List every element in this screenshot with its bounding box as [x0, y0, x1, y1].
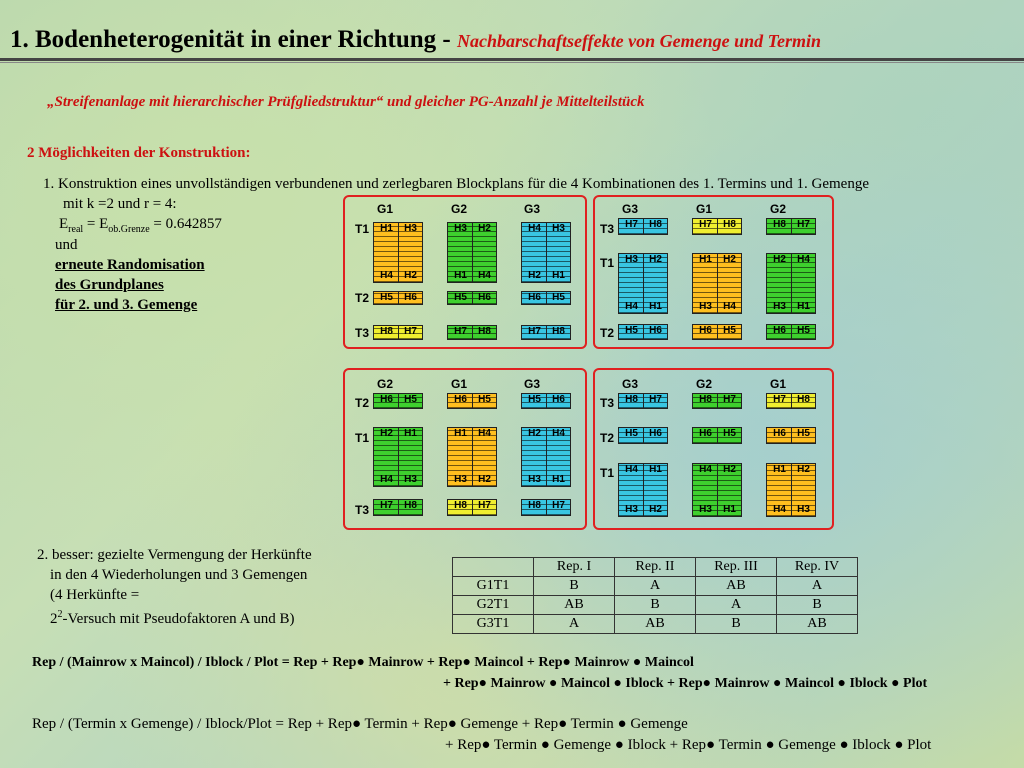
plot-label: H7	[797, 219, 810, 230]
table-cell: AB	[696, 577, 777, 596]
plot-label: H2	[773, 254, 786, 265]
table-cell: A	[777, 577, 858, 596]
plot-label: H8	[552, 326, 565, 337]
plot-label: H4	[773, 504, 786, 515]
plot-label: H6	[404, 292, 417, 303]
item2-line1: 2. besser: gezielte Vermengung der Herkünfte	[37, 547, 312, 563]
table-cell: B	[615, 596, 696, 615]
plot-label: H3	[454, 474, 467, 485]
section-heading: 2 Möglichkeiten der Konstruktion:	[27, 145, 251, 161]
plot-label: H5	[625, 325, 638, 336]
group-label: G3	[622, 377, 639, 391]
termin-label: T2	[355, 396, 370, 410]
plot-label: H4	[478, 270, 491, 281]
table-cell: B	[534, 577, 615, 596]
table-cell: A	[696, 596, 777, 615]
plot-label: H2	[404, 270, 417, 281]
group-label: G2	[696, 377, 713, 391]
formula1-line1: Rep / (Mainrow x Maincol) / Iblock / Plot = Rep + Rep● Mainrow + Rep● Maincol + Rep● Mainrow ● Maincol	[32, 655, 694, 670]
plot-label: H4	[723, 301, 736, 312]
item2-line3: (4 Herkünfte =	[50, 587, 140, 603]
table-cell: Rep. III	[696, 558, 777, 577]
plot-label: H2	[723, 254, 736, 265]
table-cell: Rep. I	[534, 558, 615, 577]
plot-label: H3	[699, 301, 712, 312]
plot-label: H6	[649, 428, 662, 439]
termin-label: T3	[600, 222, 615, 236]
table-cell: A	[615, 577, 696, 596]
plot-label: H5	[380, 292, 393, 303]
plot-label: H8	[528, 500, 541, 511]
group-label: G2	[770, 202, 787, 216]
plot-label: H8	[797, 394, 810, 405]
plot-label: H3	[404, 223, 417, 234]
item1-line1: 1. Konstruktion eines unvollständigen verbundenen und zerlegbaren Blockplans für die 4 Kombinationen des 1. Termins und 1. Gemenge	[43, 176, 869, 192]
plot-label: H6	[528, 292, 541, 303]
group-label: G3	[622, 202, 639, 216]
group-label: G3	[524, 202, 541, 216]
termin-label: T3	[600, 396, 615, 410]
group-label: G1	[696, 202, 713, 216]
plot-label: H7	[380, 500, 393, 511]
plot-label: H2	[723, 464, 736, 475]
item1-line6: des Grundplanes	[55, 277, 164, 293]
page-title	[10, 26, 821, 54]
plot-label: H4	[699, 464, 712, 475]
plot-label: H2	[528, 428, 541, 439]
table-cell: B	[696, 615, 777, 634]
table-row	[453, 615, 858, 634]
table-cell: AB	[777, 615, 858, 634]
plot-label: H5	[797, 428, 810, 439]
termin-label: T1	[600, 466, 615, 480]
plot-label: H4	[478, 428, 491, 439]
plot-label: H2	[528, 270, 541, 281]
plot-label: H8	[380, 326, 393, 337]
plot-label: H8	[723, 219, 736, 230]
termin-label: T1	[355, 222, 370, 236]
plot-label: H3	[404, 474, 417, 485]
plot-label: H4	[380, 474, 393, 485]
table-cell: G2T1	[453, 596, 534, 615]
plot-label: H5	[454, 292, 467, 303]
plot-label: H7	[404, 326, 417, 337]
termin-label: T1	[600, 256, 615, 270]
plot-label: H8	[404, 500, 417, 511]
formula1-line2: + Rep● Mainrow ● Maincol ● Iblock + Rep● Mainrow ● Maincol ● Iblock ● Plot	[443, 676, 928, 691]
table-header-row	[453, 558, 858, 577]
plot-label: H8	[649, 219, 662, 230]
plot-label: H4	[552, 428, 565, 439]
plot-label: H3	[773, 301, 786, 312]
plot-label: H4	[625, 301, 638, 312]
plot-label: H7	[723, 394, 736, 405]
plot-label: H2	[797, 464, 810, 475]
plot-label: H7	[625, 219, 638, 230]
plot-label: H5	[528, 394, 541, 405]
plot-label: H6	[773, 428, 786, 439]
item2-line2: in den 4 Wiederholungen und 3 Gemengen	[50, 567, 308, 583]
group-label: G2	[451, 202, 468, 216]
plot-label: H4	[797, 254, 810, 265]
plot-label: H5	[625, 428, 638, 439]
termin-label: T3	[355, 503, 370, 517]
formula2-line2: + Rep● Termin ● Gemenge ● Iblock + Rep● Termin ● Gemenge ● Iblock ● Plot	[445, 737, 932, 753]
plot-label: H3	[454, 223, 467, 234]
plot-label: H8	[773, 219, 786, 230]
item1-line7: für 2. und 3. Gemenge	[55, 297, 198, 313]
plot-label: H5	[478, 394, 491, 405]
table-cell: G3T1	[453, 615, 534, 634]
plot-label: H5	[552, 292, 565, 303]
plot-label: H3	[625, 504, 638, 515]
plot-label: H7	[649, 394, 662, 405]
title-main: 1. Bodenheterogenität in einer Richtung -	[10, 26, 451, 53]
title-sub: Nachbarschaftseffekte von Gemenge und Termin	[457, 31, 821, 51]
plot-label: H1	[723, 504, 736, 515]
plot-label: H4	[625, 464, 638, 475]
plot-label: H1	[552, 270, 565, 281]
plot-label: H1	[649, 464, 662, 475]
group-label: G1	[770, 377, 787, 391]
plot-label: H7	[478, 500, 491, 511]
plot-label: H6	[699, 428, 712, 439]
plot-label: H2	[649, 504, 662, 515]
plot-label: H3	[625, 254, 638, 265]
plot-label: H8	[625, 394, 638, 405]
termin-label: T2	[600, 326, 615, 340]
plot-label: H7	[454, 326, 467, 337]
item1-line2: mit k =2 und r = 4:	[63, 196, 177, 212]
plot-label: H6	[552, 394, 565, 405]
item1-und: und	[55, 237, 78, 253]
table-cell: B	[777, 596, 858, 615]
plot-label: H6	[454, 394, 467, 405]
table-cell: AB	[615, 615, 696, 634]
plot-label: H7	[773, 394, 786, 405]
plot-label: H1	[404, 428, 417, 439]
item1-line5: erneute Randomisation	[55, 257, 205, 273]
plot-label: H5	[797, 325, 810, 336]
plot-label: H1	[454, 270, 467, 281]
title-divider	[0, 58, 1024, 61]
table-row	[453, 596, 858, 615]
plot-label: H6	[649, 325, 662, 336]
plot-label: H6	[478, 292, 491, 303]
plot-label: H2	[478, 223, 491, 234]
item2-line4: $2^2$-Versuch mit Pseudofaktoren A und B)	[50, 609, 295, 627]
table-cell: Rep. II	[615, 558, 696, 577]
plot-label: H1	[649, 301, 662, 312]
group-label: G2	[377, 377, 394, 391]
plot-label: H2	[649, 254, 662, 265]
plot-label: H8	[699, 394, 712, 405]
plot-label: H2	[478, 474, 491, 485]
plot-label: H4	[380, 270, 393, 281]
plot-label: H1	[699, 254, 712, 265]
title-divider-thin	[0, 62, 1024, 63]
table-cell	[453, 558, 534, 577]
plot-label: H7	[699, 219, 712, 230]
plot-label: H5	[723, 325, 736, 336]
plot-label: H8	[478, 326, 491, 337]
item1-efficiency: $E_{real} = E_{ob.Grenze} = 0.642857$	[59, 216, 222, 235]
replication-table	[452, 557, 858, 634]
termin-label: T3	[355, 326, 370, 340]
termin-label: T2	[600, 431, 615, 445]
formula2-line1: Rep / (Termin x Gemenge) / Iblock/Plot = Rep + Rep● Termin + Rep● Gemenge + Rep● Termin ● Gemenge	[32, 716, 688, 732]
plot-label: H1	[380, 223, 393, 234]
plot-label: H1	[552, 474, 565, 485]
plot-label: H3	[797, 504, 810, 515]
plot-label: H5	[404, 394, 417, 405]
plot-label: H7	[528, 326, 541, 337]
plot-label: H2	[380, 428, 393, 439]
plot-label: H3	[699, 504, 712, 515]
group-label: G1	[377, 202, 394, 216]
table-cell: Rep. IV	[777, 558, 858, 577]
group-label: G3	[524, 377, 541, 391]
table-cell: A	[534, 615, 615, 634]
plot-label: H1	[454, 428, 467, 439]
plot-label: H6	[773, 325, 786, 336]
plot-label: H6	[699, 325, 712, 336]
plot-label: H5	[723, 428, 736, 439]
plot-label: H1	[773, 464, 786, 475]
termin-label: T2	[355, 291, 370, 305]
group-label: G1	[451, 377, 468, 391]
table-cell: AB	[534, 596, 615, 615]
plot-label: H3	[528, 474, 541, 485]
plot-label: H8	[454, 500, 467, 511]
plot-label: H4	[528, 223, 541, 234]
table-cell: G1T1	[453, 577, 534, 596]
plot-label: H7	[552, 500, 565, 511]
plot-label: H6	[380, 394, 393, 405]
termin-label: T1	[355, 431, 370, 445]
plot-label: H1	[797, 301, 810, 312]
plot-label: H3	[552, 223, 565, 234]
subtitle: „Streifenanlage mit hierarchischer Prüfgliedstruktur“ und gleicher PG-Anzahl je Mittelteilstück	[47, 94, 645, 110]
table-row	[453, 577, 858, 596]
